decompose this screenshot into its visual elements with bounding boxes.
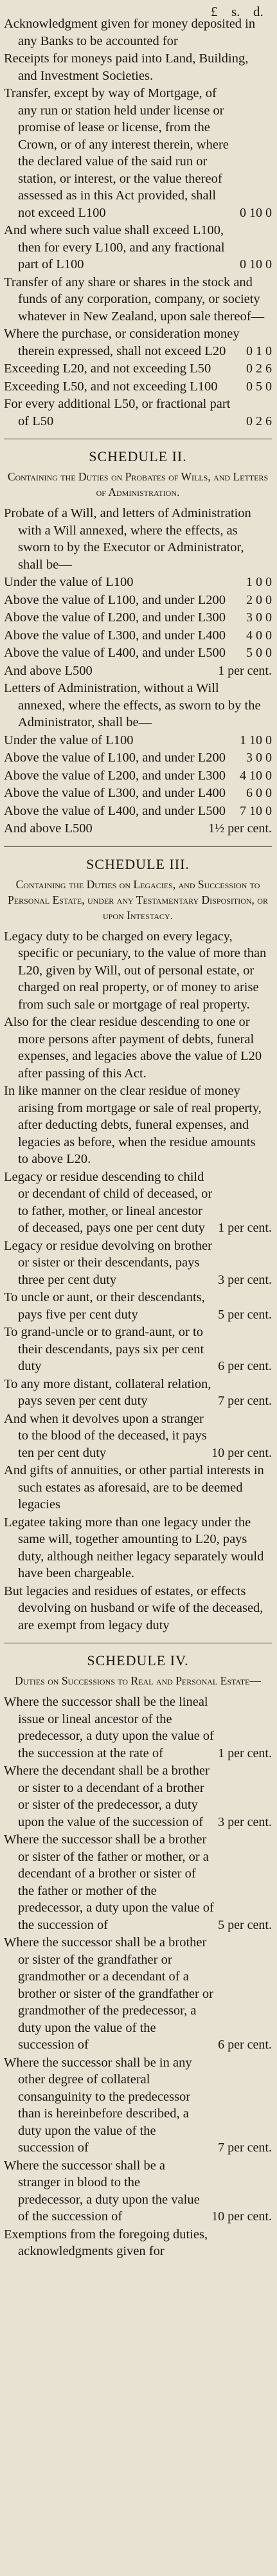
schedule-1-tail bbox=[4, 15, 272, 430]
entry-text: Above the value of L100, and under L200 bbox=[4, 751, 226, 765]
entry-text: Legacy duty to be charged on every legacy, specific or pecuniary, to the value of more than L20, given by Will, out of personal estate, or charged on real property, or of money to arise from such sale or mortgage of real property. bbox=[4, 929, 267, 1012]
entry-text: Legatee taking more than one legacy under the same will, together amounting to L20, pays duty, although neither legacy separately would have been chargeable. bbox=[4, 1515, 264, 1580]
entry-text: Exceeding L50, and not exceeding L100 bbox=[4, 379, 218, 394]
entry-text: Probate of a Will, and letters of Administration with a Will annexed, where the effects, as sworn to by the Executor or Administrator, shall be— bbox=[4, 506, 251, 572]
entry-text: Where the successor shall be a brother or sister of the father or mother, or a decendant of a brother or sister of the father or mother of the predecessor, a duty upon the value of the succession of bbox=[4, 1832, 214, 1932]
schedule-entry bbox=[4, 1462, 272, 1513]
entry-amount: 1 10 0 bbox=[240, 733, 272, 747]
entry-text: Above the value of L200, and under L300 bbox=[4, 768, 226, 783]
schedule-entry bbox=[4, 396, 272, 430]
entry-text: Where the successor shall be the lineal issue or lineal ancestor of the predecessor, a duty upon the value of the succession at the rate of bbox=[4, 1695, 214, 1760]
schedule-4-title: SCHEDULE IV. bbox=[87, 1652, 189, 1668]
schedule-entry bbox=[4, 1289, 272, 1323]
entry-amount: 1 per cent. bbox=[218, 1746, 272, 1760]
entry-amount: 7 10 0 bbox=[240, 803, 272, 818]
entry-text: Transfer, except by way of Mortgage, of any run or station held under license or promise of lease or license, from the Crown, or of any interest therein, where the declared value of the said run or station, or interest, or the value thereof assessed as in this Act provided, shall not exceed L100 bbox=[4, 86, 229, 220]
entry-text: To grand-uncle or to grand-aunt, or to their descendants, pays six per cent duty bbox=[4, 1325, 204, 1373]
schedule-2-subtitle: Containing the Duties on Probates of Wills, and Letters of Administration. bbox=[7, 470, 269, 498]
schedule-entry bbox=[4, 644, 272, 662]
pound-heading: £ bbox=[211, 4, 218, 19]
entry-text: Where the purchase, or consideration money therein expressed, shall not exceed L20 bbox=[4, 327, 240, 358]
entry-text: Receipts for moneys paid into Land, Building, and Investment Societies. bbox=[4, 51, 249, 83]
schedule-entry bbox=[4, 749, 272, 767]
entry-amount: 1 per cent. bbox=[218, 1221, 272, 1235]
entry-amount: 0 2 6 bbox=[246, 361, 272, 376]
entry-amount: 0 10 0 bbox=[240, 205, 272, 220]
schedule-entry bbox=[4, 2226, 272, 2260]
schedule-4-entries bbox=[4, 1694, 272, 2260]
entry-amount: 4 10 0 bbox=[240, 768, 272, 783]
entry-amount: 5 0 0 bbox=[246, 646, 272, 660]
schedule-entry bbox=[4, 928, 272, 1014]
entry-amount: 3 0 0 bbox=[246, 751, 272, 765]
schedule-entry bbox=[4, 1411, 272, 1462]
entry-amount: 3 per cent. bbox=[218, 1814, 272, 1829]
schedule-entry bbox=[4, 85, 272, 221]
schedule-entry bbox=[4, 1514, 272, 1582]
schedule-entry bbox=[4, 15, 272, 50]
section-divider bbox=[4, 846, 272, 847]
schedule-entry bbox=[4, 609, 272, 626]
schedule-entry bbox=[4, 1831, 272, 1933]
schedule-entry bbox=[4, 767, 272, 785]
schedule-entry bbox=[4, 732, 272, 749]
entry-text: And where such value shall exceed L100, then for every L100, and any fractional part of L100 bbox=[4, 223, 225, 271]
schedule-entry bbox=[4, 1694, 272, 1762]
schedule-entry bbox=[4, 1324, 272, 1375]
entry-text: Above the value of L200, and under L300 bbox=[4, 610, 226, 625]
entry-text: Exemptions from the foregoing duties, acknowledgments given for bbox=[4, 2227, 208, 2258]
entry-amount: 6 per cent. bbox=[218, 2038, 272, 2052]
schedule-entry bbox=[4, 680, 272, 731]
entry-amount: 4 0 0 bbox=[246, 628, 272, 643]
schedule-3-entries bbox=[4, 928, 272, 1634]
entry-amount: 3 per cent. bbox=[218, 1272, 272, 1287]
entry-text: Legacy or residue descending to child or decendant of child of deceased, or to father, mother, or lineal ancestor of deceased, pays one per cent duty bbox=[4, 1169, 213, 1235]
entry-text: Above the value of L300, and under L400 bbox=[4, 786, 226, 800]
entry-text: To any more distant, collateral relation, pays seven per cent duty bbox=[4, 1376, 211, 1408]
schedule-entry bbox=[4, 1934, 272, 2054]
entry-text: In like manner on the clear residue of money arising from mortgage or sale of real property, after deducting debts, funeral expenses, and legacies as before, when the residue amounts to above L20. bbox=[4, 1084, 262, 1166]
entry-text: Where the successor shall be a brother or sister of the grandfather or grandmother or a decendant of a brother or sister of the grandfather or grandmother of the predecessor, a duty upon the value of the succession of bbox=[4, 1935, 213, 2052]
entry-text: Above the value of L400, and under L500 bbox=[4, 646, 226, 660]
entry-amount: 5 per cent. bbox=[218, 1307, 272, 1322]
entry-amount: 0 10 0 bbox=[240, 257, 272, 271]
schedule-entry bbox=[4, 820, 272, 837]
schedule-entry bbox=[4, 1762, 272, 1831]
entry-amount: 1 0 0 bbox=[246, 575, 272, 589]
entry-amount: 0 2 6 bbox=[246, 414, 272, 428]
shilling-heading: s. bbox=[231, 4, 240, 19]
entry-amount: 7 per cent. bbox=[218, 2141, 272, 2155]
schedule-entry bbox=[4, 50, 272, 84]
schedule-entry bbox=[4, 1169, 272, 1237]
entry-text: Acknowledgment given for money deposited in any Banks to be accounted for bbox=[4, 17, 256, 48]
schedule-entry bbox=[4, 505, 272, 573]
schedule-entry bbox=[4, 325, 272, 360]
entry-text: To uncle or aunt, or their descendants, pays five per cent duty bbox=[4, 1290, 205, 1322]
entry-text: For every additional L50, or fractional part of L50 bbox=[4, 397, 231, 428]
entry-amount: 5 per cent. bbox=[218, 1917, 272, 1932]
schedule-entry bbox=[4, 360, 272, 378]
currency-header bbox=[4, 4, 272, 19]
schedule-4-subtitle: Duties on Successions to Real and Personal Estate— bbox=[15, 1674, 261, 1687]
schedule-3-subtitle: Containing the Duties on Legacies, and Succession to Personal Estate, under any Testamentary Disposition, or upon Intestacy. bbox=[8, 877, 268, 922]
entry-amount: 1½ per cent. bbox=[208, 821, 272, 836]
schedule-entry bbox=[4, 274, 272, 325]
entry-text: Letters of Administration, without a Will annexed, where the effects, as sworn to by the Administrator, shall be— bbox=[4, 681, 261, 729]
entry-text: Under the value of L100 bbox=[4, 733, 134, 747]
entry-text: And above L500 bbox=[4, 663, 93, 678]
schedule-entry bbox=[4, 592, 272, 609]
entry-text: Above the value of L400, and under L500 bbox=[4, 803, 226, 818]
entry-amount: 10 per cent. bbox=[211, 2209, 272, 2224]
entry-text: Where the successor shall be in any other degree of collateral consanguinity to the predecessor than is hereinbefore described, a duty upon the value of the succession of bbox=[4, 2055, 192, 2155]
entry-text: Legacy or residue devolving on brother or sister or their descendants, pays three per cent duty bbox=[4, 1238, 212, 1287]
schedule-entry bbox=[4, 2157, 272, 2225]
entry-text: Transfer of any share or shares in the stock and funds of any corporation, company, or society whatever in New Zealand, upon sale thereof— bbox=[4, 275, 265, 324]
schedule-entry bbox=[4, 1014, 272, 1082]
entry-amount: 6 0 0 bbox=[246, 786, 272, 800]
schedule-entry bbox=[4, 662, 272, 680]
entry-text: Where the decendant shall be a brother or sister to a decendant of a brother or sister of the predecessor, a duty upon the value of the succession of bbox=[4, 1764, 210, 1829]
entry-amount: 7 per cent. bbox=[218, 1394, 272, 1408]
schedule-entry bbox=[4, 378, 272, 396]
entry-text: Above the value of L100, and under L200 bbox=[4, 592, 226, 607]
entry-text: But legacies and residues of estates, or effects devolving on husband or wife of the deceased, are exempt from legacy duty bbox=[4, 1584, 264, 1632]
schedule-entry bbox=[4, 2054, 272, 2157]
pence-heading: d. bbox=[253, 4, 264, 19]
entry-text: Also for the clear residue descending to one or more persons after payment of debts, funeral expenses, and legacies above the value of L20 after passing of this Act. bbox=[4, 1015, 262, 1081]
schedule-3-title: SCHEDULE III. bbox=[86, 855, 190, 872]
entry-text: Exceeding L20, and not exceeding L50 bbox=[4, 361, 211, 376]
entry-amount: 0 1 0 bbox=[246, 343, 272, 358]
entry-amount: 3 0 0 bbox=[246, 610, 272, 625]
schedule-2-entries bbox=[4, 505, 272, 837]
entry-amount: 10 per cent. bbox=[211, 1445, 272, 1460]
entry-text: Above the value of L300, and under L400 bbox=[4, 628, 226, 643]
schedule-entry bbox=[4, 1583, 272, 1634]
entry-text: And when it devolves upon a stranger to the blood of the deceased, it pays ten per cent duty bbox=[4, 1411, 207, 1460]
entry-text: Under the value of L100 bbox=[4, 575, 134, 589]
schedule-entry bbox=[4, 222, 272, 273]
schedule-entry bbox=[4, 785, 272, 802]
schedule-entry bbox=[4, 1238, 272, 1289]
entry-amount: 6 per cent. bbox=[218, 1359, 272, 1373]
entry-amount: 0 5 0 bbox=[246, 379, 272, 394]
entry-text: And above L500 bbox=[4, 821, 93, 836]
schedule-entry bbox=[4, 803, 272, 820]
schedule-entry bbox=[4, 1376, 272, 1410]
entry-amount: 2 0 0 bbox=[246, 592, 272, 607]
schedule-entry bbox=[4, 1082, 272, 1168]
schedule-entry bbox=[4, 574, 272, 591]
entry-text: Where the successor shall be a stranger in blood to the predecessor, a duty upon the value of the succession of bbox=[4, 2158, 200, 2224]
schedule-2-title: SCHEDULE II. bbox=[89, 448, 187, 464]
entry-text: And gifts of annuities, or other partial interests in such estates as aforesaid, are to be deemed legacies bbox=[4, 1463, 264, 1512]
entry-amount: 1 per cent. bbox=[218, 663, 272, 678]
schedule-entry bbox=[4, 627, 272, 644]
